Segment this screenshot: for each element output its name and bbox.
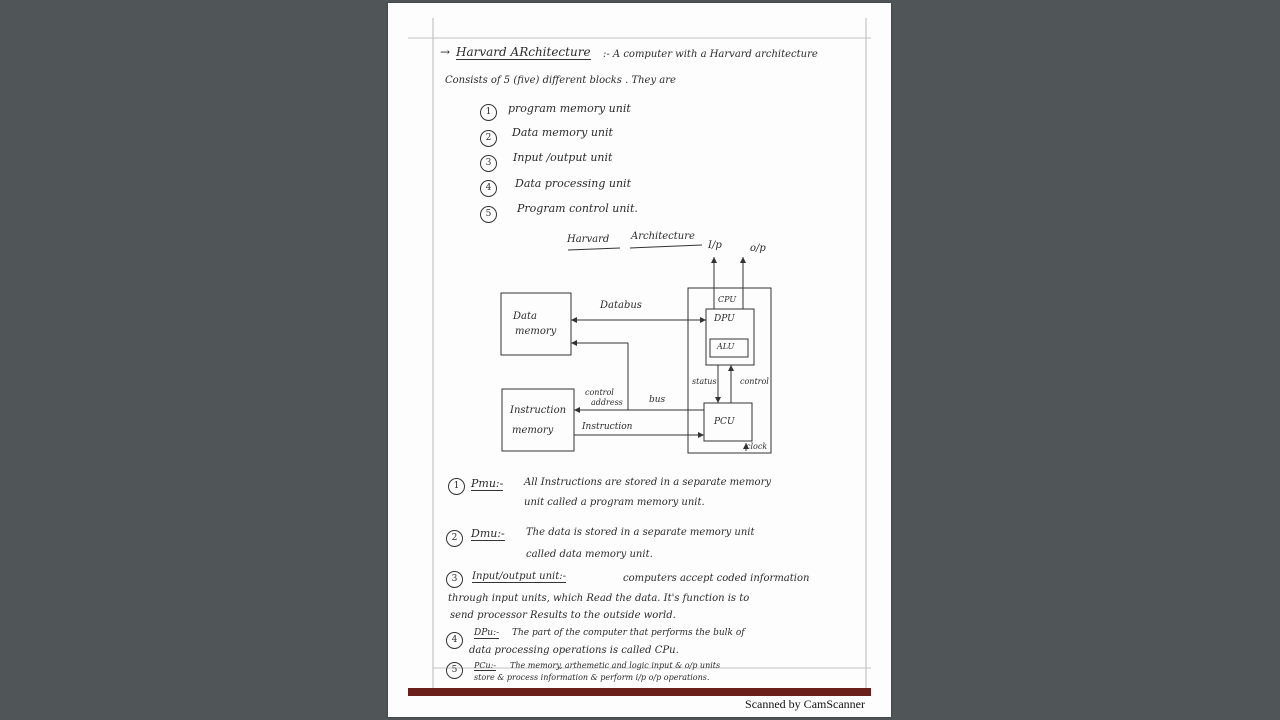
pcu-label: PCU: [714, 417, 735, 427]
ip-label: I/p: [708, 240, 722, 251]
list-item: Data memory unit: [512, 126, 613, 139]
definition-number: 3: [446, 571, 463, 588]
heading-intro-line-1: :- A computer with a Harvard architecture: [603, 49, 818, 60]
definition-term: Pmu:-: [471, 477, 504, 490]
instruction-label: Instruction: [582, 422, 633, 432]
bus-label: bus: [649, 395, 666, 405]
definition-number: 2: [446, 530, 463, 547]
definition-term: PCu:-: [474, 661, 497, 670]
list-number: 5: [480, 206, 497, 223]
alu-label: ALU: [717, 342, 735, 351]
diagram-title-2: Architecture: [631, 231, 695, 242]
control-address-label-1: control: [585, 388, 614, 397]
definition-number: 5: [446, 662, 463, 679]
op-label: o/p: [750, 243, 766, 254]
definition-line: data processing operations is called CPu.: [469, 645, 679, 656]
diagram-title-1: Harvard: [567, 234, 610, 245]
instruction-memory-label-2: memory: [512, 425, 554, 436]
definition-number: 1: [448, 478, 465, 495]
definition-line: called data memory unit.: [526, 549, 653, 560]
definition-term: Input/output unit:-: [472, 571, 566, 582]
list-number: 2: [480, 130, 497, 147]
list-item: Data processing unit: [515, 177, 631, 190]
scan-edge-bar: [408, 688, 871, 696]
definition-number: 4: [446, 632, 463, 649]
definition-line: through input units, which Read the data. It's function is to: [448, 593, 750, 604]
definition-line: All Instructions are stored in a separate memory: [524, 477, 771, 488]
definition-line: unit called a program memory unit.: [524, 497, 705, 508]
definition-line: store & process information & perform i/p o/p operations.: [474, 673, 710, 682]
definition-term: DPu:-: [474, 628, 500, 638]
dpu-label: DPU: [714, 314, 735, 324]
heading-title: Harvard ARchitecture: [456, 45, 591, 59]
list-item: Input /output unit: [513, 151, 613, 164]
list-number: 4: [480, 180, 497, 197]
data-memory-label-1: Data: [513, 311, 537, 322]
data-memory-label-2: memory: [515, 326, 557, 337]
clock-label: clock: [746, 442, 768, 451]
scanner-watermark: Scanned by CamScanner: [745, 697, 865, 711]
control-address-label-2: address: [591, 398, 623, 407]
definition-line: computers accept coded information: [623, 573, 810, 584]
definition-term: Dmu:-: [471, 527, 505, 540]
definition-line: The data is stored in a separate memory unit: [526, 527, 755, 538]
list-item: program memory unit: [508, 102, 631, 115]
status-label: status: [692, 377, 717, 386]
list-number: 3: [480, 155, 497, 172]
definition-line: The memory, arthemetic and logic input & o/p units: [510, 661, 721, 670]
list-item: Program control unit.: [517, 202, 638, 215]
heading-arrow: →: [440, 45, 451, 59]
cpu-label: CPU: [718, 295, 737, 304]
instruction-memory-label-1: Instruction: [510, 405, 567, 416]
control-label: control: [740, 377, 769, 386]
definition-line: send processor Results to the outside world.: [450, 610, 676, 621]
databus-label: Databus: [600, 300, 642, 311]
definition-line: The part of the computer that performs the bulk of: [512, 628, 745, 638]
scanned-page: [388, 3, 891, 717]
heading-intro-line-2: Consists of 5 (five) different blocks . They are: [445, 75, 676, 86]
list-number: 1: [480, 104, 497, 121]
